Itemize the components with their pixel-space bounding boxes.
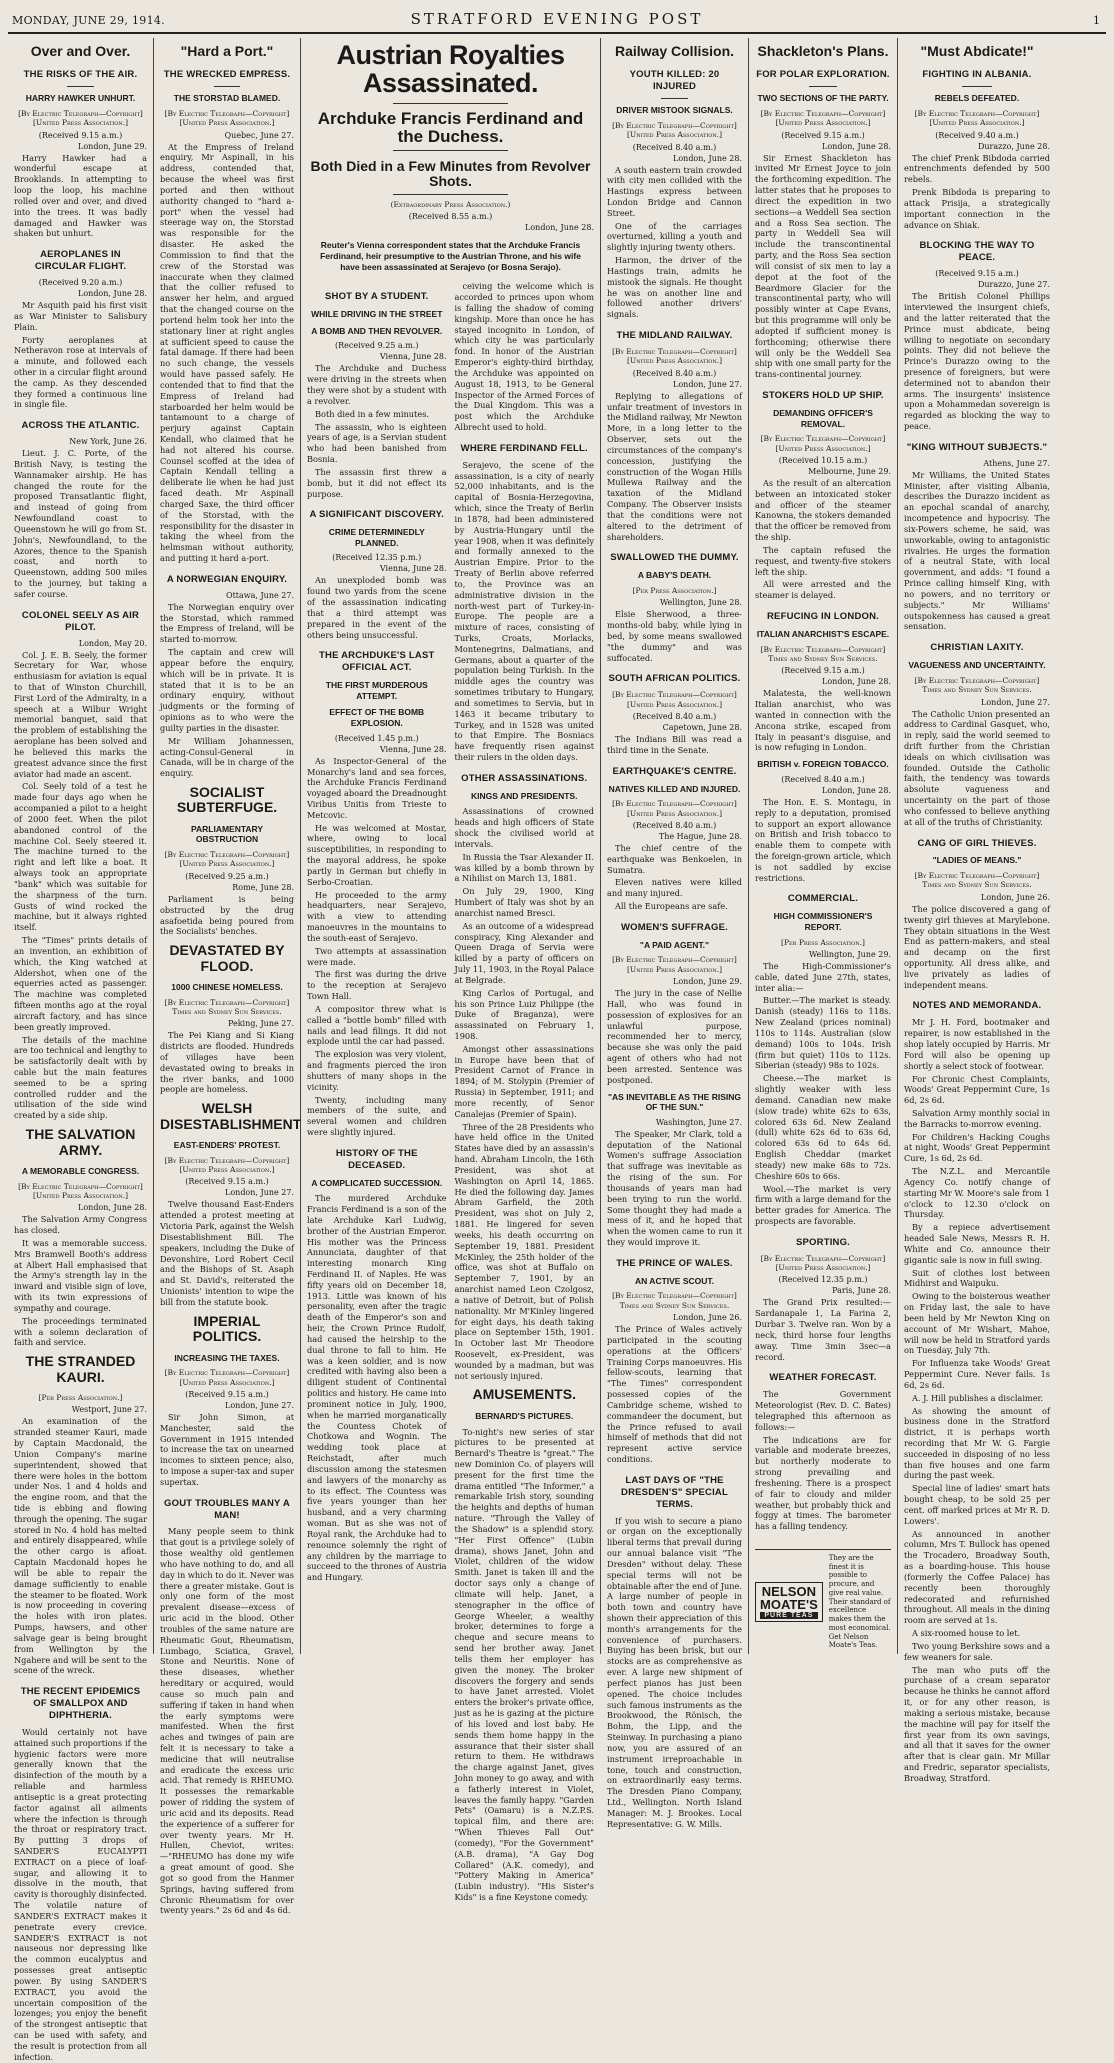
article-subheadline: WHILE DRIVING IN THE STREET — [311, 309, 443, 320]
article-subheadline: "A PAID AGENT." — [639, 939, 710, 950]
article-paragraph: The man who puts off the purchase of a cream separator because he thinks he cannot afford it, or for any other reason, is making a serious mistake, because the machine will pay for itself the first year from its own savings, and all that it saves for the owner after that is clear gain. Mr Millar and Fredric, separator specialists, Broadway, Stratford. — [904, 1664, 1050, 1783]
logo-line-3: PURE TEAS — [760, 1612, 818, 1619]
article-headline: AEROPLANES IN CIRCULAR FLIGHT. — [34, 249, 127, 273]
article-subheadline: THE FIRST MURDEROUS ATTEMPT. — [325, 680, 428, 701]
dateline: London, June 26. — [981, 892, 1050, 902]
dateline: Wellington, June 28. — [659, 598, 742, 608]
article-headline: REFUCING IN LONDON. — [767, 611, 879, 623]
article-paragraph: The Prince of Wales actively participated in the scouting operations at the Officers' Training Corps manoeuvres. His fellow-scouts, learning that "The Times" correspondent possessed copies of the Cambridge scheme, wished to commandeer the document, but the Prince refused to avail himself of methods that did not represent active service conditions. — [607, 1324, 742, 1465]
wire-credit: [By Electric Telegraph—Copyright] Times and Sydney Sun Services. — [760, 644, 886, 663]
dateline: Vienna, June 28. — [379, 564, 447, 574]
received-time: (Received 9.15 a.m.) — [38, 130, 123, 140]
column-caption: Over and Over. — [30, 43, 131, 59]
received-time: (Received 12.35 p.m.) — [332, 553, 422, 563]
advertisement-text: They are the finest it is possible to procure, and give real value. Their standard of excellence makes them the most economical. Get Nelson Moate's Teas. — [828, 1553, 891, 1650]
masthead — [8, 8, 1106, 34]
dateline: London, June 28. — [822, 141, 891, 151]
article-paragraph: In Russia the Tsar Alexander II. was killed by a bomb thrown by a Nihilist on March 13, 1881. — [454, 851, 594, 884]
article-paragraph: For Chronic Chest Complaints, Woods' Great Peppermint Cure, 1s 6d, 2s 6d. — [904, 1073, 1050, 1106]
column-6 — [897, 38, 1056, 1783]
article-paragraph: It was a memorable success. Mrs Bramwell Booth's address at Albert Hall emphasised that the Army's strength lay in the inward and visible sign of love, with its twin expressions of sympathy and courage. — [14, 1237, 147, 1313]
advertisement-text: Would certainly not have attained such proportions if the hygienic factors were more generally known that the disinfection of the mouth by a reliable and harmless antiseptic is a great protecting factor against all ailments where the infection is through the throat or respiratory tract. By putting 3 drops of SANDER'S EUCALYPTI EXTRACT on a piece of loaf-sugar, and allowing it to dissolve in the mouth, that cavity is thoroughly disinfected. The volatile nature of SANDER'S EXTRACT makes it penetrate every crevice. SANDER'S EXTRACT is not nauseous nor depressing like the common eucalyptus and possesses great antiseptic power. By using SANDER'S EXTRACT, you avoid the uncertain composition of the lozenges; you enjoy the benefit of the strongest antiseptic that can be used with safety, and the result is protection from all infection. — [14, 1726, 148, 2062]
dateline: London, June 27. — [225, 1188, 294, 1198]
article-headline: ACROSS THE ATLANTIC. — [21, 420, 140, 432]
wire-credit: [By Electric Telegraph—Copyright] [United Press Association.] — [760, 108, 886, 128]
column-4 — [600, 38, 748, 1829]
dateline: London, June 28. — [822, 785, 891, 795]
article-paragraph: Mr William Johannessen, acting-Consul-General in Canada, will be in charge of the enquiry. — [160, 735, 294, 779]
wire-credit: [By Electric Telegraph—Copyright] Times and Sydney Sun Services. — [164, 997, 290, 1016]
article-paragraph: The assassin, who is eighteen years of age, is a Servian student who had been banished from Bosnia. — [307, 421, 447, 465]
lead-third-headline: Both Died in a Few Minutes from Revolver Shots. — [310, 158, 591, 190]
article-paragraph: Sir John Simon, at Manchester, said the Government in 1915 intended to increase the tax on unearned incomes to sixteen pence; also, to impose a super-tax and super supertax. — [160, 1411, 294, 1487]
article-paragraph: Three of the 28 Presidents who have held office in the United States have died by an assassin's hand. Abraham Lincoln, the 16th President, was shot at Washington on April 14, 1865. He died the following day. James Abram Garfield, the 20th President, was shot on July 2, 1881. He lingered for seven weeks, his death occurring on September 19, 1881. President McKinley, the 25th holder of the office, was shot at Buffalo on September 7, 1901, by an anarchist named Leon Czolgosz, a native of Detroit, but of Polish nationality. Mr M'Kinley lingered for eight days, his death taking place on September 15th, 1901. In October last Mr Theodore Roosevelt, ex-President, was wounded by a madman, but was not seriously injured. — [454, 1121, 594, 1381]
article-paragraph: The N.Z.L. and Mercantile Agency Co. notify change of starting Mr W. Moore's sale from 1 o'clock to 12.30 o'clock on Thursday. — [904, 1166, 1050, 1220]
advertisement-text: Many people seem to think that gout is a privilege solely of those wealthy old gentlemen who have nothing to do, and all day in which to do it. Never was there a greater mistake. Gout is only one form of the most prevalent disease—excess of uric acid in the blood. Other troubles of the same nature are Rheumatic Gout, Rheumatism, Lumbago, Sciatica, Gravel, Stone and Neuritis. None of these diseases, whether hereditary or acquired, would cause so much pain and suffering if taken in hand when the early symptoms were manifested. When the first aches and twinges of pain are felt it is necessary to take a medicine that will neutralise and eradicate the excess uric acid. That remedy is RHEUMO. It possesses the remarkable power of ridding the system of uric acid and its deposits. Read the experience of a sufferer for over twenty years. Mr H. Hullen, Cheviot, writes:—"RHEUMO has done my wife a great amount of good. She got so good from the Hanmer Springs, having suffered from Chronic Rheumatism for over twenty years." 2s 6d and 4s 6d. — [160, 1526, 295, 1916]
article-headline: THE MIDLAND RAILWAY. — [616, 330, 733, 342]
dateline: Durazzo, June 28. — [977, 141, 1050, 151]
divider — [393, 150, 508, 151]
article-paragraph: The explosion was very violent, and fragments pierced the iron shutters of many shops in the vicinity. — [307, 1049, 447, 1092]
received-time: (Received 9.40 a.m.) — [935, 130, 1019, 140]
article-paragraph: Replying to allegations of unfair treatment of investors in the Midland railway, Mr Newton More, in a long letter to the Observer, sets out the circumstances of the company's concession, justifying the construction of the Wogan Hills Mullewa Railway and the taxation of the Midland Company. The Observer insists that the conditions were not altered to the detriment of shareholders. — [607, 390, 742, 542]
article-paragraph: The proceedings terminated with a solemn declaration of faith and service. — [14, 1315, 147, 1348]
divider — [809, 86, 836, 87]
article-headline: EARTHQUAKE'S CENTRE. — [612, 765, 737, 777]
article-subheadline: A MEMORABLE CONGRESS. — [21, 1165, 140, 1176]
article-headline: OTHER ASSASSINATIONS. — [461, 772, 588, 784]
dateline: The Hague, June 28. — [658, 831, 742, 841]
article-headline: SOCIALIST SUBTERFUGE. — [176, 784, 278, 816]
article-paragraph: Harry Hawker had a wonderful escape at Brooklands. In attempting to loop the loop, his machine rolled over and over, and dived into the trees. It was badly damaged and Hawker was shaken but unhurt. — [14, 152, 147, 239]
article-headline: SWALLOWED THE DUMMY. — [610, 552, 739, 564]
article-paragraph: The police discovered a gang of twenty girl thieves at Marylebone. They obtain situations in the West End as pattern-makers, and steal and decamp on the first opportunity. All dress alike, and live privately as ladies of independent means. — [904, 903, 1050, 990]
article-paragraph: The details of the machine are too technical and lengthy to be satisfactorily dealt with by cable but the main features seemed to be a spring controlled rudder and the utilisation of the side wind created by a side ship. — [14, 1034, 147, 1121]
wire-credit: [By Electric Telegraph—Copyright] [United Press Association.] — [612, 120, 737, 140]
article-headline: HISTORY OF THE DECEASED. — [335, 1147, 418, 1171]
divider — [661, 98, 688, 99]
article-headline: THE RISKS OF THE AIR. — [23, 69, 138, 81]
dateline: Durazzo, June 27. — [977, 280, 1050, 290]
dateline: Westport, June 27. — [71, 1405, 147, 1415]
dateline: London, June 26. — [673, 1313, 742, 1323]
received-time: (Received 9.15 a.m.) — [781, 666, 865, 676]
article-paragraph: An unexploded bomb was found two yards from the scene of the assassination indicating that a third attempt was prepared in the event of the others being unsuccessful. — [307, 575, 447, 640]
article-headline: SPORTING. — [795, 1236, 851, 1248]
dateline: New York, June 26. — [69, 437, 147, 447]
article-paragraph: Amongst other assassinations in Europe have been that of President Carnot of France in 1894; of M. Stolypin (Premier of Russia) in September, 1911; and more recently, of Senor Canalejas (Premier of Spain). — [454, 1043, 594, 1119]
advertisement-headline: THE RECENT EPIDEMICS OF SMALLPOX AND DIPHTHERIA. — [20, 1686, 141, 1721]
article-paragraph: An examination of the stranded steamer Kauri, made by Captain Macdonald, the Union Company's marine superintendent, showed that there were holes in the bottom under Nos. 1 and 4 holds and the engine room, and that the tide is ebbing and flowing through the opening. The sugar stored in No. 4 hold has melted and entirely disappeared, while the other cargo is afloat. Captain Macdonald hopes he will be able to repair the damage sufficiently to enable the steamer to be floated. Work is now proceeding in covering the holes with iron plates. Pumps, hawsers, and other salvage gear is being brought from Wellington by the Ngahere and will be sent to the scene of the wreck. — [14, 1416, 147, 1676]
dateline: Quebec, June 27. — [224, 130, 294, 140]
article-headline: THE ARCHDUKE'S LAST OFFICIAL ACT. — [319, 650, 435, 674]
article-paragraph: Harmon, the driver of the Hastings train, admits he mistook the signals. He thought he was on another line and followed another drivers' signals. — [607, 255, 742, 320]
wire-credit: [By Electric Telegraph—Copyright] [United Press Association.] — [760, 434, 886, 453]
dateline: Washington, June 27. — [655, 1117, 742, 1127]
dateline: London, June 29. — [673, 977, 742, 987]
article-headline: A NORWEGIAN ENQUIRY. — [166, 573, 288, 585]
article-paragraph: The captain and crew will appear before the enquiry, which will be in private. It is stated that it is to be an ordinary enquiry, without judgments or the forming of opinions as to who were the guilty parties in the disaster. — [160, 647, 294, 733]
article-subheadline: THE STORSTAD BLAMED. — [173, 93, 281, 104]
article-paragraph: Malatesta, the well-known Italian anarchist, who was wanted in connection with the Ancona strike, escaped from Italy in peasant's disguise, and is now refuging in London. — [755, 688, 891, 753]
column-caption: "Hard a Port." — [180, 43, 274, 59]
article-paragraph: The British Colonel Phillips interviewed the insurgent chiefs, and the latter reiterated that the Prince must abdicate, being willing to negotiate on secondary points. They did not believe the Prince's Durazzo owing to the presence of foreigners, but were determined not to abandon their arms. The insurgents' insistence upon a Mohammedan sovereign is regarded as blocking the way to peace. — [904, 291, 1050, 432]
column-1 — [8, 38, 153, 2062]
dateline: London, June 28. — [78, 1203, 147, 1213]
article-subheadline: A COMPLICATED SUCCESSION. — [311, 1177, 443, 1188]
article-headline: NOTES AND MEMORANDA. — [912, 1000, 1042, 1012]
article-paragraph: The Indians Bill was read a third time in the Senate. — [607, 733, 742, 755]
article-paragraph: Parliament is being obstructed by the drug asafoetida being poured from the Socialists' benches. — [160, 893, 294, 937]
article-paragraph: All the Europeans are safe. — [615, 901, 728, 912]
logo-line-2: MOATE'S — [760, 1597, 818, 1613]
received-time: (Received 12.35 p.m.) — [778, 1275, 868, 1285]
article-paragraph: The Grand Prix resulted:—Sardanapale 1, La Farina 2, Durbar 3. Twelve ran. Won by a neck, third horse four lengths away. Time 3min 3sec—a record. — [755, 1297, 891, 1362]
article-paragraph: The Norwegian enquiry over the Storstad, which rammed the Empress of Ireland, will be started to-morrow. — [160, 601, 294, 645]
dateline: Wellington, June 29. — [808, 949, 891, 959]
received-time: (Received 8.40 a.m.) — [632, 820, 717, 830]
divider — [214, 86, 241, 87]
article-headline: DEVASTATED BY FLOOD. — [169, 942, 285, 974]
article-paragraph: The Hon. E. S. Montagu, in reply to a deputation, promised to support an export allowance on British and Irish tobacco to enable them to compete with the foreign-grown article, which is not saddled by excise restrictions. — [755, 796, 891, 883]
article-paragraph: Forty aeroplanes at Netheravon rose at intervals of a minute, and followed each other in a circular flight around the camp. As they descended they formed a continuous line in single file. — [14, 334, 147, 410]
article-subheadline: HIGH COMMISSIONER'S REPORT. — [773, 911, 873, 932]
advertisement-headline: GOUT TROUBLES MANY A MAN! — [164, 1497, 290, 1521]
article-headline: "KING WITHOUT SUBJECTS." — [906, 441, 1048, 453]
dateline: London, June 28. — [822, 677, 891, 687]
wire-credit: [Per Press Association.] — [38, 1393, 123, 1402]
article-paragraph: Special line of ladies' smart hats bought cheap, to be sold 25 per cent. off marked prices at Mr R. D. Lowers'. — [904, 1483, 1050, 1526]
divider — [393, 103, 508, 104]
article-paragraph: As showing the amount of business done in the Stratford district, it is perhaps worth recording that Mr W. G. Fargie succeeded in disposing of no less than five houses and one farm during the past week. — [904, 1405, 1050, 1481]
article-paragraph: Suit of clothes lost between Midhirst and Waipuku. — [904, 1267, 1050, 1289]
dateline: London, June 28. — [673, 153, 742, 163]
article-paragraph: As announced in another column, Mrs T. Bullock has opened the Trocadero, Broadway South, as a boarding-house. This house (formerly the Coffee Palace) has recently been thoroughly redecorated and refurnished throughout. All meals in the dining room are served at 1s. — [904, 1528, 1050, 1626]
article-paragraph: Eleven natives were killed and many injured. — [607, 877, 742, 899]
article-paragraph: Wool.—The market is very firm with a large demand for the better grades for America. The prospects are favorable. — [755, 1183, 891, 1227]
article-paragraph: The High-Commissioner's cable, dated June 27th, states, inter alia:— — [755, 960, 891, 993]
article-subheadline: "LADIES OF MEANS." — [932, 855, 1022, 866]
article-headline: CHRISTIAN LAXITY. — [930, 642, 1024, 654]
article-paragraph: The indications are for variable and moderate breezes, but northerly moderate to strong prevailing and freshening. There is a prospect of fair to cloudy and milder weather, but probably thick and foggy at times. The barometer has a falling tendency. — [755, 1434, 891, 1532]
article-paragraph: The Pei Kiang and Si Kiang districts are flooded. Hundreds of villages have been devastated owing to breaks in the river banks, and 1000 people are homeless. — [160, 1030, 294, 1095]
article-subheadline: A BOMB AND THEN REVOLVER. — [311, 325, 443, 336]
received-time: (Received 9.15 a.m.) — [185, 1389, 269, 1399]
article-paragraph: Twelve thousand East-Enders attended a protest meeting at Victoria Park, against the Welsh Disestablishment Bill. The speakers, including the Duke of Devonshire, Lord Robert Cecil and the Bishops of St. Asaph and St. David's, reiterated the Unionists' intention to wipe the bill from the statute book. — [160, 1199, 294, 1307]
wire-credit: [By Electric Telegraph—Copyright] [United Press Association.] — [760, 1253, 886, 1273]
article-paragraph: The Salvation Army Congress has closed. — [14, 1214, 147, 1236]
column-caption: Shackleton's Plans. — [757, 43, 889, 59]
dateline: Melbourne, June 29. — [808, 466, 891, 476]
received-time: (Received 9.15 a.m.) — [185, 1177, 269, 1187]
received-time: (Received 9.25 a.m.) — [185, 871, 269, 881]
article-headline: THE STRANDED KAURI. — [25, 1353, 136, 1385]
article-paragraph: Mr Williams, the United States Minister, after visiting Albania, describes the Durazzo incident as an epochal scandal of anarchy, incompetence and hypocrisy. The six-Powers scheme, he said, was unworkable, owing to antagonistic rivalries. He urges the formation of a neutral State, with local government, and adds: "I found a Prince calling himself King, with no powers, and no territory or subjects." Mr Williams' outspokenness has caused a great sensation. — [904, 469, 1050, 632]
article-paragraph: Both died in a few minutes. — [315, 408, 429, 419]
article-subheadline: "AS INEVITABLE AS THE RISING OF THE SUN." — [608, 1091, 741, 1113]
article-paragraph: Sir Ernest Shackleton has invited Mr Ernest Joyce to join the forthcoming expedition. The latter states that he proposes to direct the expedition in two sections—a Weddell Sea section and a Ross Sea section. The party in Weddell Sea will include the transcontinental party, and the Ross Sea section will consist of six men to lay a depot at the foot of the Beardmore Glacier for the transcontinental party, who will possibly winter at Cape Evans, but this programme will only be adopted if sufficient money is forthcoming; otherwise there will only be the Weddell Sea ship with one small party for the trans-continental journey. — [755, 152, 891, 380]
article-subheadline: AN ACTIVE SCOUT. — [634, 1275, 715, 1286]
article-subheadline: BRITISH v. FOREIGN TOBACCO. — [757, 759, 889, 770]
wire-credit: [By Electric Telegraph—Copyright] [United Press Association.] — [164, 850, 290, 869]
article-subheadline: NATIVES KILLED AND INJURED. — [608, 783, 741, 794]
article-headline: A SIGNIFICANT DISCOVERY. — [309, 509, 444, 521]
advertiser-logo — [755, 1582, 823, 1623]
article-paragraph: The first was during the drive to the reception at Serajevo Town Hall. — [307, 969, 447, 1002]
received-time: (Received 10.15 a.m.) — [778, 455, 868, 465]
dateline: London, June 27. — [225, 1400, 294, 1410]
article-headline: CANG OF GIRL THIEVES. — [917, 837, 1037, 849]
article-paragraph: The assassin first threw a bomb, but it did not effect its purpose. — [307, 466, 447, 499]
article-paragraph: He proceeded to the army headquarters, near Serajevo, with a view to attending manoeuvres in the mountains to the south-east of Serajevo. — [307, 889, 447, 943]
article-headline: WELSH DISESTABLISHMENT — [160, 1100, 302, 1132]
article-subheadline: KINGS AND PRESIDENTS. — [471, 790, 578, 801]
article-headline: COMMERCIAL. — [787, 893, 859, 905]
article-headline: FIGHTING IN ALBANIA. — [922, 69, 1032, 81]
article-paragraph: Twenty, including many members of the suite, and several women and children were slightly injured. — [307, 1094, 447, 1137]
article-paragraph: To-night's new series of star pictures to be presented at Bernard's Theatre is "great." The new Dominion Co. of players will present for the first time the drama entitled "The Informer," a remarkable Irish story, sounding the heights and depths of human nature. "Through the Valley of the Shadow" is a splendid story. "Her First Offence" (Lubin drama), shows Janet, John and Violet, children of the widow Smith. Janet is taken ill and the doctor says only a change of climate will help. Janet, a stenographer in the office of George Wheeler, a wealthy broker, determines to forge a cheque and secure means to send her brother away. Janet tells them her employer has given the money. The broker discovers the forgery and sends to have Janet arrested. Violet enters the broker's private office, just as he is gazing at the picture of his loved and lost baby. He sends them home happy in the assurance that their sister shall return to them. He withdraws the charge against Janet, gives John money to go away, and with a fatherly interest in Violet, leaves the family happy. "Garden Pets" (Oamaru) is a N.Z.P.S. topical film, and there are: "When Thieves Fall Out" (comedy), "For the Government" (A.B. drama), "A Gay Dog Collared" (A.K. comedy), and "Pottery Making in America" (Lubin industry). "His Sister's Kids" is a fine Keystone comedy. — [454, 1426, 594, 1903]
article-paragraph: The chief centre of the earthquake was Benkoelen, in Sumatra. — [607, 842, 742, 875]
article-headline: WHERE FERDINAND FELL. — [460, 442, 588, 454]
article-subheadline: PARLIAMENTARY OBSTRUCTION — [190, 823, 264, 845]
article-paragraph: One of the carriages overturned, killing a youth and slightly injuring twenty others. — [607, 220, 742, 253]
article-subheadline: DEMANDING OFFICER'S REMOVAL. — [773, 407, 873, 429]
article-paragraph: Butter.—The market is steady. Danish (steady) 116s to 118s. New Zealand (prices nominal) 110s to 114s. Australian (slow demand) 100s to 104s. Irish (firm but quiet) 110s to 112s. Siberian (steady) 98s to 102s. — [755, 995, 891, 1071]
article-paragraph: The Speaker, Mr Clark, told a deputation of the National Women's suffrage Association that suffrage was inevitable as the rising of the sun. For thousands of years man had been trying to run the world. Some thought they had made a mess of it, and he hoped that when the women came to run it they would improve it. — [607, 1128, 742, 1248]
article-subheadline: TWO SECTIONS OF THE PARTY. — [757, 93, 889, 104]
article-subheadline: EFFECT OF THE BOMB EXPLOSION. — [329, 707, 425, 729]
article-paragraph: Assassinations of crowned heads and high officers of State shock the civilised world at intervals. — [454, 806, 594, 849]
article-paragraph: ceiving the welcome which is accorded to princes upon whom is falling the shadow of coming kingship. More than once he has stayed incognito in London, of which city he was particularly fond. In honor of the Austrian Emperor's eighty-third birthday, the Archduke was appointed on August 18, 1913, to be General Inspector of the Armed Forces of the Dual Kingdom. This was a post which the Archduke Albrecht used to hold. — [454, 281, 594, 433]
received-time: (Received 9.25 a.m.) — [335, 341, 419, 351]
tea-advertisement — [755, 1549, 891, 1650]
lead-summary: Reuter's Vienna correspondent states that the Archduke Francis Ferdinand, heir presumptive to the Austrian Throne, and his wife have been assassinated at Serajevo (or Bosna Serajo). — [320, 240, 581, 273]
dateline: London, June 29. — [78, 141, 147, 151]
article-paragraph: At the Empress of Ireland enquiry, Mr Aspinall, in his address, contended that, because the wheel was first ported and then without authority changed to "hard a-port" when the vessel had steerage way on, the Storstad was responsible for the disaster. He asked the Commission to find that the crew of the Storstad was inaccurate when they claimed that the collier refused to answer her helm, and argued that the changed course on the portend helm took her into the stationary liner at right angles at sufficient speed to cause the fatal damage. If there had been no such change, the vessels would have passed safely. He contended that to find that the Empress of Ireland had starboarded her helm would be tantamount to a charge of perjury against Captain Kendall, who claimed that he had not altered his course. Counsel scoffed at the idea of Captain Kendall telling a deliberate lie when he had just faced death. Mr Aspinall charged Saxe, the third officer of the Storstad, with the responsibility for the disaster in taking the wheel from the helmsman without authority, and putting it hard a-port. — [160, 141, 294, 564]
divider — [67, 86, 94, 87]
newspaper-page — [8, 8, 1106, 2062]
article-headline: WOMEN'S SUFFRAGE. — [621, 921, 728, 933]
article-headline: IMPERIAL POLITICS. — [192, 1312, 262, 1345]
article-paragraph: For Influenza take Woods' Great Peppermint Cure. Never fails. 1s 6d, 2s 6d. — [904, 1358, 1050, 1390]
wire-credit: [By Electric Telegraph—Copyright] [United Press Association.] — [164, 1155, 290, 1175]
wire-credit: [By Electric Telegraph—Copyright] [United Press Association.] — [612, 690, 737, 709]
article-headline: STOKERS HOLD UP SHIP. — [762, 390, 884, 402]
article-subheadline: VAGUENESS AND UNCERTAINTY. — [908, 660, 1046, 671]
wire-credit: [By Electric Telegraph—Copyright] [United Press Association.] — [164, 108, 290, 128]
article-paragraph: King Carlos of Portugal, and his son Prince Luiz Philippe (the Duke of Braganza), were assassinated on February 1, 1908. — [454, 987, 594, 1041]
article-subheadline: CRIME DETERMINEDLY PLANNED. — [328, 527, 425, 548]
article-headline: WEATHER FORECAST. — [769, 1372, 877, 1384]
article-headline: THE PRINCE OF WALES. — [616, 1257, 733, 1269]
received-time: (Received 8.40 a.m.) — [632, 142, 717, 152]
dateline: London, May 20. — [78, 638, 147, 648]
lead-subcolumn-left — [307, 281, 447, 1905]
wire-credit: [By Electric Telegraph—Copyright] [United Press Association.] — [914, 108, 1040, 128]
wire-credit: [By Electric Telegraph—Copyright] [United Press Association.] — [18, 1181, 143, 1200]
dateline: London, June 28. — [525, 223, 594, 233]
received-time: (Received 8.40 a.m.) — [632, 368, 717, 378]
article-paragraph: Mr Asquith paid his first visit as War Minister to Salisbury Plain. — [14, 300, 147, 332]
article-paragraph: A south eastern train crowded with city men collided with the Hastings express between London Bridge and Cannon Street. — [607, 164, 742, 218]
article-headline: THE WRECKED EMPRESS. — [163, 69, 291, 81]
dateline: Capetown, June 28. — [662, 722, 742, 732]
article-paragraph: Two young Berkshire sows and a few weaners for sale. — [904, 1640, 1050, 1662]
advertisement-headline: LAST DAYS OF "THE DRESDEN'S" SPECIAL TERMS. — [621, 1474, 728, 1510]
article-paragraph: Elsie Sherwood, a three-months-old baby, while lying in bed, by some means swallowed "the dummy" and was suffocated. — [607, 609, 742, 663]
wire-credit: [Per Press Association.] — [781, 937, 865, 947]
article-subheadline: INCREASING THE TAXES. — [174, 1352, 280, 1363]
dateline: Athens, June 27. — [983, 458, 1050, 468]
page-number: 1 — [1093, 14, 1100, 27]
article-subheadline: BERNARD'S PICTURES. — [475, 1410, 574, 1421]
wire-credit: [By Electric Telegraph—Copyright] [United Press Association.] — [164, 1368, 290, 1387]
column-3-lead-story — [300, 38, 600, 1903]
article-paragraph: All were arrested and the steamer is delayed. — [755, 579, 891, 601]
lead-subcolumn-right — [455, 281, 595, 1905]
received-time: (Received 8.55 a.m.) — [408, 212, 493, 222]
article-paragraph: Owing to the boisterous weather on Friday last, the sale to have been held by Mr Newton King on account of Mr Wishart, Mahoe, will now be held in Stratford yards on Tuesday, July 7th. — [904, 1291, 1050, 1356]
wire-credit: [By Electric Telegraph—Copyright] [United Press Association.] — [612, 346, 737, 366]
article-paragraph: The chief Prenk Bibdoda carried entrenchments defended by 500 rebels. — [904, 152, 1050, 185]
article-paragraph: A compositor threw what is called a "bottle bomb" filled with nails and lead filings. It did not explode until the car had passed. — [307, 1003, 447, 1047]
wire-credit: [Per Press Association.] — [632, 585, 717, 595]
article-subheadline: HARRY HAWKER UNHURT. — [25, 93, 136, 104]
article-paragraph: The Catholic Union presented an address to Cardinal Gasquet, who, in reply, said the world seemed to drift further from the Christian ideals on which civilisation was founded. Outside the Catholic faith, the tendency was towards absolute vagueness and uncertainty on the part of those who confessed to believe anything at all of the truths of Christianity. — [904, 708, 1050, 827]
dateline: Paris, June 28. — [832, 1286, 891, 1296]
article-paragraph: Mr J. H. Ford, bootmaker and repairer, is now established in the shop lately occupied by Harris. Mr Ford will also be opening up shortly a select stock of footwear. — [904, 1017, 1050, 1071]
received-time: (Received 1.45 p.m.) — [334, 733, 419, 743]
article-paragraph: Serajevo, the scene of the assassination, is a city of nearly 52,000 inhabitants, and is the capital of Bosnia-Herzegovina, which, since the Treaty of Berlin in 1878, had been administered by Austria-Hungary until the year 1908, when it was definitely and formally annexed to the Austrian Empire. Prior to the Treaty of Berlin above referred to, the Province was an administrative division in the north-west part of Turkey-in-Europe. The people are a mixture of races, consisting of Turks, Croats, Morlacks, Montenegrins, Dalmatians, and Germans, about a quarter of the population being Turkish. In the middle ages the country was sometimes tributary to Hungary, and sometimes to Servia, but in 1463 it became tributary to Turkey, and in 1528 was united to that Empire. The Bosniacs have frequently risen against their rulers in the olden days. — [454, 459, 594, 763]
article-paragraph: Two attempts at assassination were made. — [307, 945, 447, 967]
article-subheadline: REBELS DEFEATED. — [934, 93, 1020, 104]
divider — [962, 86, 991, 87]
article-headline: FOR POLAR EXPLORATION. — [756, 69, 890, 81]
article-paragraph: Salvation Army monthly social in the Barracks to-morrow evening. — [904, 1107, 1050, 1129]
article-headline: THE SALVATION ARMY. — [25, 1126, 136, 1158]
wire-credit: [By Electric Telegraph—Copyright] Times and Sydney Sun Services. — [914, 871, 1040, 890]
received-time: (Received 8.40 a.m.) — [781, 774, 865, 784]
article-subheadline: ITALIAN ANARCHIST'S ESCAPE. — [756, 628, 890, 639]
article-headline: BLOCKING THE WAY TO PEACE. — [919, 240, 1035, 264]
article-paragraph: As the result of an altercation between an intoxicated stoker and officer of the steamer Kanowna, the stokers demanded that the officer be removed from the ship. — [755, 477, 891, 543]
dateline: London, June 28. — [78, 289, 147, 299]
article-headline: SOUTH AFRICAN POLITICS. — [608, 673, 741, 685]
columns — [8, 38, 1106, 2062]
dateline: Ottawa, June 27. — [226, 590, 294, 600]
article-paragraph: Col. J. E. B. Seely, the former Secretary for War, whose enthusiasm for aviation is equal to that of Winston Churchill, First Lord of the Admiralty, in a speech at a Wilbur Wright memorial banquet, said that the problem of establishing the aeroplane has been solved and he believed this marks the greatest advance since the first aviator had made an ascent. — [14, 649, 147, 779]
lead-banner-headline: Austrian Royalties Assassinated. — [336, 40, 565, 99]
column-2 — [153, 38, 302, 1916]
column-caption: Railway Collision. — [614, 43, 735, 59]
divider — [393, 194, 508, 195]
wire-credit: [By Electric Telegraph—Copyright] [United Press Association.] — [612, 955, 737, 974]
wire-credit: (Extraordinary Press Association.) — [390, 199, 511, 209]
received-time: (Received 9.15 a.m.) — [935, 269, 1019, 279]
dateline: Peking, June 27. — [227, 1019, 294, 1029]
wire-credit: [By Electric Telegraph—Copyright] Times and Sydney Sun Services. — [612, 1291, 737, 1310]
article-subheadline: EAST-ENDERS' PROTEST. — [173, 1140, 281, 1151]
article-paragraph: As an outcome of a widespread conspiracy, King Alexander and Queen Draga of Servia were killed by a party of officers on July 11, 1903, in the Royal Palace at Belgrade. — [454, 920, 594, 985]
article-subheadline: DRIVER MISTOOK SIGNALS. — [616, 105, 733, 116]
article-paragraph: A. J. Hill publishes a disclaimer. — [912, 1392, 1044, 1403]
dateline: Vienna, June 28. — [379, 352, 447, 362]
article-paragraph: He was welcomed at Mostar, where, owing to local susceptibilities, in responding to the mayoral address, he spoke partly in German but chiefly in Serbo-Croatian. — [307, 822, 447, 887]
dateline: Vienna, June 28. — [379, 744, 447, 754]
article-paragraph: The captain refused the request, and twenty-five stokers left the ship. — [755, 544, 891, 577]
article-paragraph: The Archduke and Duchess were driving in the streets when they were shot by a student with a revolver. — [307, 363, 447, 406]
article-paragraph: Cheese.—The market is slightly weaker with less demand. Canadian new make (slow trade) white 62s to 63s, colored 63s 6d. New Zealand (dull) white 62s 6d to 63s 6d, colored 63s 6d to 64s 6d. English Cheddar (market steady) new make 68s to 72s. Cheshire 60s to 66s. — [755, 1073, 891, 1181]
article-headline: AMUSEMENTS. — [472, 1386, 576, 1403]
wire-credit: [By Electric Telegraph—Copyright] [United Press Association.] — [18, 108, 143, 128]
lead-second-headline: Archduke Francis Ferdinand and the Duchess. — [317, 108, 584, 146]
article-paragraph: On July 29, 1900, King Humbert of Italy was shot by an anarchist named Bresci. — [454, 886, 594, 918]
article-paragraph: A six-roomed house to let. — [912, 1628, 1021, 1639]
column-caption: "Must Abdicate!" — [920, 43, 1034, 59]
lead-story-body — [307, 281, 594, 1905]
article-headline: SHOT BY A STUDENT. — [324, 291, 429, 303]
article-paragraph: As Inspector-General of the Monarchy's land and sea forces, the Archduke Francis Ferdinand voyaged aboard the Dreadnought Viribus Unitis from Trieste to Metcovic. — [307, 755, 447, 820]
article-paragraph: By a repiece advertisement headed Sale News, Messrs R. H. White and Co. announce their gigantic sale is now in full swing. — [904, 1222, 1050, 1265]
article-paragraph: The Government Meteorologist (Rev. D. C. Bates) telegraphed this afternoon as follows:— — [755, 1389, 891, 1432]
logo-line-1: NELSON — [761, 1583, 816, 1599]
issue-date: MONDAY, JUNE 29, 1914. — [12, 14, 165, 27]
received-time: (Received 9.15 a.m.) — [781, 130, 865, 140]
article-paragraph: Lieut. J. C. Porte, of the British Navy, is testing the Wannamaker airship. He has changed the route for the proposed Transatlantic flight, and instead of going from Newfoundland coast to Queenstown he will go from St. John's, Newfoundland, to the Azores, thence to the Spanish coast, and north to Queenstown, adding 500 miles to the journey, but taking a safer course. — [14, 448, 147, 599]
wire-credit: [By Electric Telegraph—Copyright] Times and Sydney Sun Services. — [914, 675, 1040, 695]
article-paragraph: Col. Seely told of a test he made four days ago when he accompanied a pilot to a height of 2000 feet. When the pilot abandoned control of the machine Col. Seely steered it. The machine turned to the right and left like a boat. It always took an appropriate "bank" which was suitable for the sharpness of the turn. Gusts of wind rocked the machine, but it always righted itself. — [14, 781, 147, 933]
article-subheadline: 1000 CHINESE HOMELESS. — [171, 981, 283, 992]
advertisement-text: If you wish to secure a piano or organ on the exceptionally liberal terms that prevail during our annual balance visit "The Dresden" without delay. These special terms will not be obtainable after the end of June. A large number of people in both town and country have shown their appreciation of this month's arrangements for the convenience of purchasers. Buying has been brisk, but our stocks are as comprehensive as ever. A large new shipment of perfect pianos has just been opened. The choice includes such famous instruments as the Brookwood, the Rönisch, the Bohm, the Lipp, and the Steinway. In purchasing a piano now, you are assured of an instrument irreproachable in tone, touch and construction, on extraordinarily easy terms. The Dresden Piano Company, Ltd., Wellington. North Island Manager: M. J. Brookes. Local Representative: G. W. Mills. — [607, 1515, 742, 1829]
article-paragraph: The "Times" prints details of an invention, an exhibition of which, the King watched at Aldershot, when one of the equerries acted as passenger. The machine was completed fifteen months ago at the royal aircraft factory, and has since been greatly improved. — [14, 935, 147, 1032]
received-time: (Received 9.20 a.m.) — [38, 278, 123, 288]
article-paragraph: The jury in the case of Nellie Hall, who was found in possession of explosives for an unlawful purpose, recommended her to mercy, because she was only the paid agent of others who had not been arrested. Sentence was postponed. — [607, 988, 742, 1085]
article-headline: YOUTH KILLED: 20 INJURED — [629, 69, 720, 93]
wire-credit: [By Electric Telegraph—Copyright] [United Press Association.] — [612, 799, 737, 818]
article-paragraph: Prenk Bibdoda is preparing to attack Prisija, a strategically important connection in the advance on Shiak. — [904, 187, 1050, 230]
article-headline: COLONEL SEELY AS AIR PILOT. — [21, 609, 140, 633]
column-5 — [748, 38, 897, 1654]
article-paragraph: The murdered Archduke Francis Ferdinand is a son of the late Archduke Karl Ludwig, brother of the Austrian Emperor. His mother was the Princess Annunciata, daughter of that interesting monarch King Ferdinand II. of Naples. He was fifty years old on December 18, 1913. Little was known of his personality, even after the tragic death of the Emperor's son and heir, the Crown Prince Rudolf, had caused the heirship to the dual throne to fall to him. He was a keen soldier, and is now credited with having also been a diligent student of Continental politics and history. He came into prominent notice in July, 1900, when he married morganatically the Countess Chotek of Chotkowa and Wognin. The wedding took place at Reichstadt, after much discussion among the statesmen and lawyers of the monarchy as to its effect. The Countess was five years younger than her husband, and a very charming woman. But as she was not of Royal rank, the Archduke had to renounce solemnly the right of any children by the marriage to succeed to the thrones of Austria and Hungary. — [307, 1193, 447, 1583]
dateline: London, June 27. — [673, 379, 742, 389]
article-paragraph: For Children's Hacking Coughs at night, Woods' Great Peppermint Cure, 1s 6d, 2s 6d. — [904, 1131, 1050, 1164]
dateline: London, June 27. — [981, 697, 1050, 707]
article-subheadline: A BABY'S DEATH. — [637, 570, 712, 581]
received-time: (Received 8.40 a.m.) — [632, 711, 717, 721]
newspaper-title: STRATFORD EVENING POST — [410, 10, 704, 28]
dateline: Rome, June 28. — [232, 882, 294, 892]
